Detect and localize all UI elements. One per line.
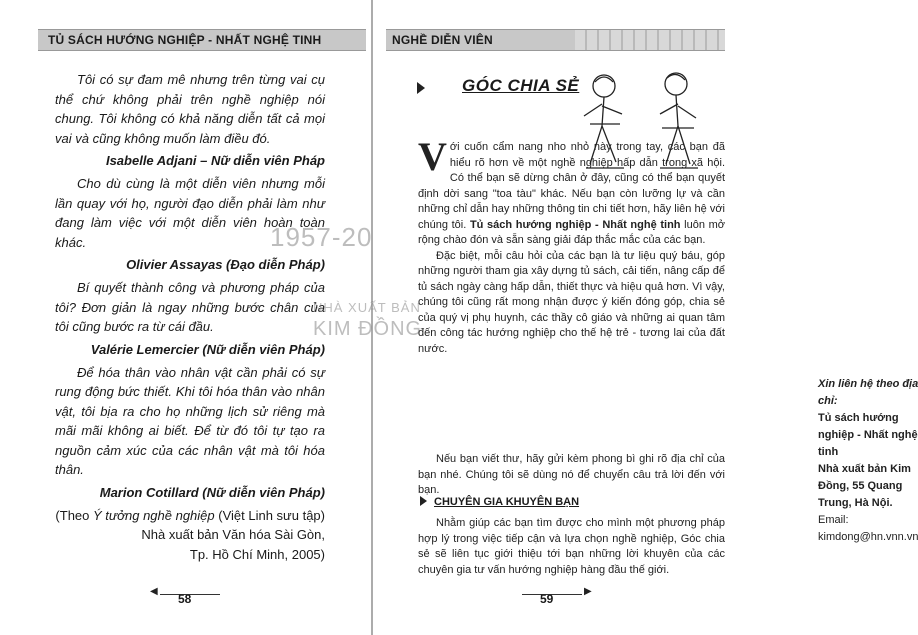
- quote-author: Isabelle Adjani – Nữ diễn viên Pháp: [105, 153, 325, 168]
- appeal-paragraph: Đặc biệt, mỗi câu hỏi của các bạn là tư liệu quý báu, góp những người tham gia xây dựng tủ sách, cải tiến, nâng cấp để tủ sách ngày càng hấp dẫn, thiết thực và hiệu quả hơn. Vì vậy, chúng tôi cũng rất mong nhận được ý kiến đóng góp, chia sẻ của quý vị phụ huynh, các thầy cô giáo và những ai quan tâm đến công tác hướng nghiệp cho thế hệ trẻ - tương lai của đất nước.: [418, 249, 725, 355]
- quotes-column: [55, 70, 325, 564]
- contact-address: Nhà xuất bản Kim Đồng, 55 Quang Trung, Hà Nội.: [818, 463, 911, 509]
- left-header-bar: [38, 29, 366, 51]
- contact-block: [818, 376, 918, 546]
- right-page: [372, 0, 918, 635]
- watermark-year: 1957-20: [270, 222, 373, 252]
- source-citation: (Theo Ý tưởng nghề nghiệp (Việt Linh sưu tập) Nhà xuất bản Văn hóa Sài Gòn, Tp. Hồ Chí Minh, 2005): [55, 507, 325, 562]
- header-decoration: [575, 30, 725, 50]
- page-number: 59: [540, 592, 554, 606]
- drop-cap: V: [418, 134, 447, 179]
- intro-paragraph: Với cuốn cẩm nang nho nhỏ này trong tay, các bạn đã hiểu rõ hơn về một nghề nghiệp hấp dẫn trong xã hội. Có thể bạn sẽ dừng chân ở đây, cũng có thể bạn quyết định dời sang "toa tàu" khác. Nếu bạn còn lưỡng lự và cần những chỉ dẫn hay những thông tin chi tiết hơn, hãy liên hệ với chúng tôi. Tủ sách hướng nghiệp - Nhất nghệ tinh luôn mở rộng chào đón và sẵn sàng giải đáp thắc mắc của các bạn. Đặc biệt, mỗi câu hỏi của các bạn là tư liệu quý báu, góp những người tham gia xây dựng tủ sách, cải tiến, nâng cấp để tủ sách ngày càng hấp dẫn, thiết thực và hiệu quả hơn. Vì vậy, chúng tôi cũng rất mong nhận được ý kiến đóng góp, chia sẻ của quý vị phụ huynh, các thầy cô giáo và những ai quan tâm đến công tác hướng nghiệp cho thế hệ trẻ - tương lai của đất nước.: [418, 140, 725, 357]
- quote-text: Tôi có sự đam mê nhưng trên từng vai cụ thể chứ không phải trên nghề nghiệp nói chung. Tôi không có khả năng diễn tất cả mọi vai và cũng không muốn làm điều đó.: [55, 72, 325, 146]
- contact-email: Email: kimdong@hn.vnn.vn: [818, 514, 918, 543]
- left-header-title: TỦ SÁCH HƯỚNG NGHIỆP - NHẤT NGHỆ TINH: [48, 33, 322, 47]
- subsection-title: CHUYÊN GIA KHUYÊN BẠN: [434, 496, 580, 508]
- quote-text: Bí quyết thành công và phương pháp của tôi? Đơn giản là ngay những bước chân của tôi cũng bước ra từ cái đầu.: [55, 280, 325, 334]
- quote-text: Cho dù cùng là một diễn viên nhưng mỗi lần quay với họ, người đạo diễn phải làm như đang làm việc với một diễn viên hoàn toàn khác.: [55, 176, 325, 250]
- arrow-right-icon: ▶: [584, 586, 592, 597]
- section-marker-icon: [417, 82, 425, 94]
- quote-author: Marion Cotillard (Nữ diễn viên Pháp): [99, 484, 325, 500]
- letter-paragraph: Nếu bạn viết thư, hãy gửi kèm phong bì ghi rõ địa chỉ của bạn nhé. Chúng tôi sẽ dùng nó để chuyển câu trả lời đến với bạn.: [418, 453, 725, 496]
- right-header-title: NGHỀ DIỄN VIÊN: [392, 33, 493, 47]
- contact-heading: Xin liên hệ theo địa chỉ:: [818, 378, 918, 407]
- contact-series: Tủ sách hướng nghiệp - Nhất nghệ tinh: [818, 412, 918, 458]
- source-title: Ý tưởng nghề nghiệp: [93, 507, 215, 523]
- quote-author: Olivier Assayas (Đạo diễn Pháp): [126, 257, 325, 272]
- subsection-marker-icon: [420, 496, 427, 506]
- arrow-left-icon: ◀: [150, 586, 158, 597]
- expert-paragraph: Nhằm giúp các bạn tìm được cho mình một phương pháp hợp lý trong việc tiếp cận và lựa chọn nghề nghiệp, Góc chia sẻ sẽ liên tục giới thiệu tới bạn những lời khuyên của các chuyên gia tư vấn hướng nghiệp hàng đầu thế giới.: [418, 517, 725, 576]
- right-header-bar: [386, 29, 725, 51]
- quote-text: Để hóa thân vào nhân vật cần phải có sự rung động bức thiết. Khi tôi hóa thân vào nhân vật, tôi bịa ra cho họ những lịch sử riêng mà mãi mãi không ai biết. Để từ đó tôi tự tạo ra nguồn cảm xúc của các nhân vật mà tôi hóa thân.: [55, 364, 325, 477]
- section-title: GÓC CHIA SẺ: [462, 76, 580, 95]
- quote-author: Valérie Lemercier (Nữ diễn viên Pháp): [90, 341, 325, 357]
- watermark-publisher: NHÀ XUẤT BẢN: [313, 300, 421, 315]
- page-number: 58: [178, 592, 192, 606]
- watermark-brand: KIM ĐỒNG: [313, 318, 423, 340]
- series-name: Tủ sách hướng nghiệp - Nhất nghệ tinh: [469, 218, 681, 231]
